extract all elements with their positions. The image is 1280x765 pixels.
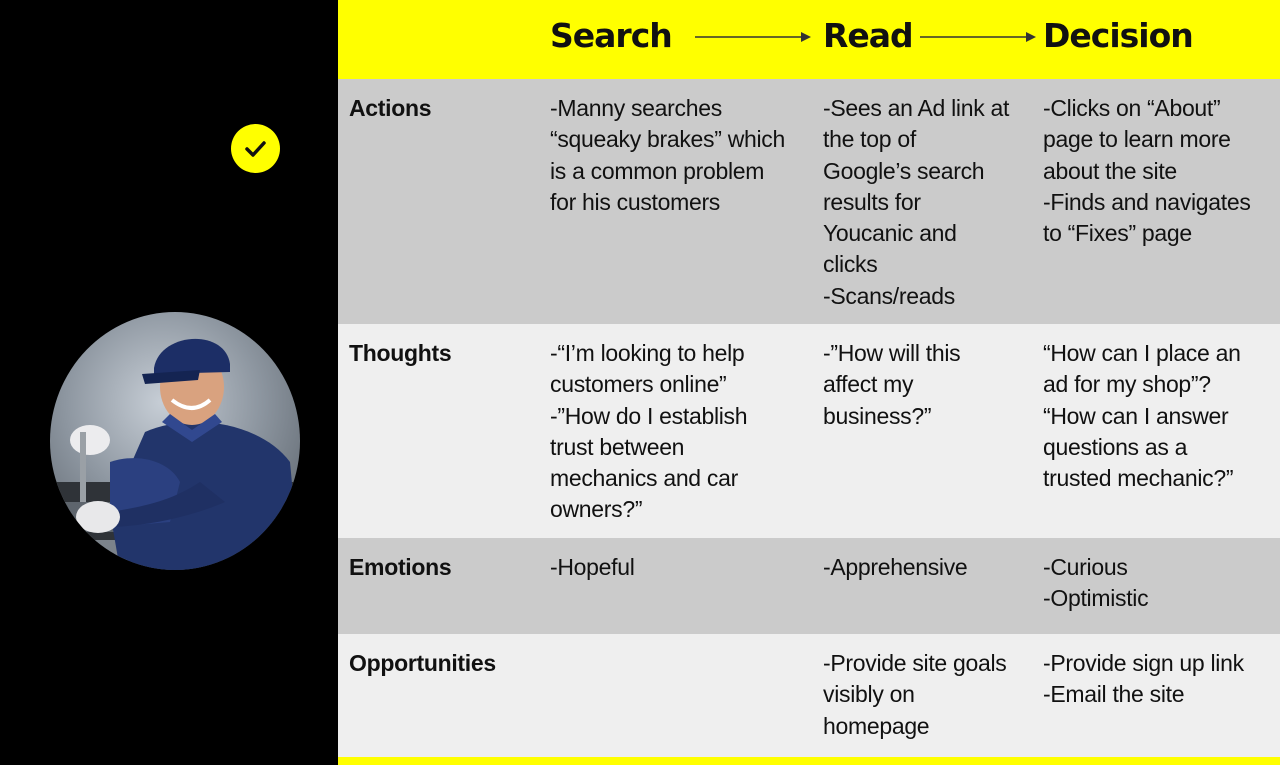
arrow-right-icon — [920, 29, 1038, 45]
row-thoughts — [338, 324, 1280, 538]
stage-header — [338, 0, 1280, 79]
cell-decision: -Curious -Optimistic — [1043, 554, 1149, 612]
sidebar — [0, 0, 338, 765]
row-opportunities — [338, 634, 1280, 757]
row-label: Emotions — [349, 554, 452, 580]
cell-decision: “How can I place an ad for my shop”? “How can I answer questions as a trusted mechanic?” — [1043, 340, 1241, 492]
row-label: Actions — [349, 95, 432, 121]
row-emotions — [338, 538, 1280, 634]
stage-search: Search — [550, 16, 672, 55]
stage-decision: Decision — [1043, 16, 1193, 55]
cell-read: -”How will this affect my business?” — [823, 340, 961, 429]
stage-read: Read — [823, 16, 913, 55]
mechanic-photo — [50, 312, 300, 570]
check-icon — [231, 124, 280, 173]
cell-search: -Hopeful — [550, 554, 635, 580]
cell-read: -Sees an Ad link at the top of Google’s search results for Youcanic and clicks -Scans/reads — [823, 95, 1010, 309]
row-actions — [338, 79, 1280, 324]
arrow-right-icon — [695, 29, 813, 45]
row-label: Opportunities — [349, 650, 496, 676]
cell-search: -“I’m looking to help customers online” -”How do I establish trust between mechanics and car owners?” — [550, 340, 748, 523]
cell-decision: -Clicks on “About” page to learn more about the site -Finds and navigates to “Fixes” page — [1043, 95, 1251, 247]
cell-decision: -Provide sign up link -Email the site — [1043, 650, 1244, 708]
bottom-accent-bar — [338, 757, 1280, 765]
journey-table — [338, 0, 1280, 765]
cell-search: -Manny searches “squeaky brakes” which is a common problem for his customers — [550, 95, 786, 215]
cell-read: -Provide site goals visibly on homepage — [823, 650, 1007, 739]
row-label: Thoughts — [349, 340, 452, 366]
cell-read: -Apprehensive — [823, 554, 968, 580]
